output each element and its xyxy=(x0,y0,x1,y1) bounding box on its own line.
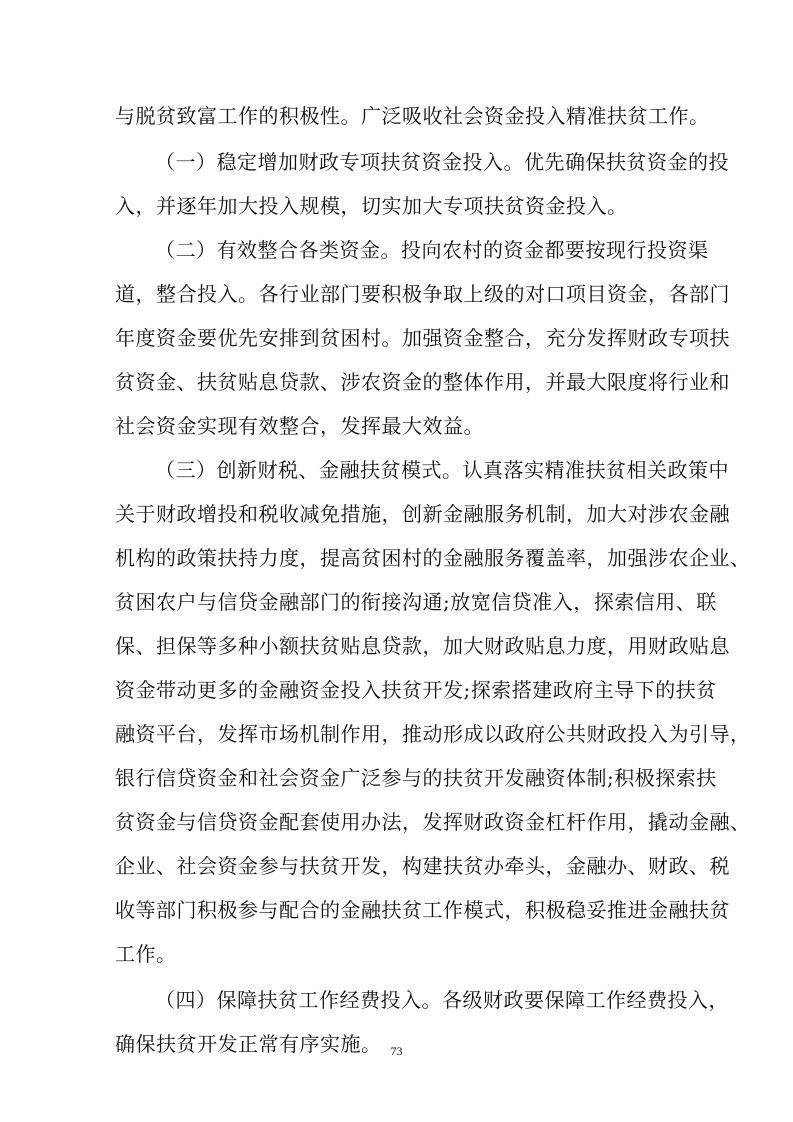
paragraph-1-line: （一）稳定增加财政专项扶贫资金投入。优先确保扶贫资金的投 xyxy=(155,150,729,174)
paragraph-3-line: （三）创新财税、金融扶贫模式。认真落实精准扶贫相关政策中 xyxy=(155,458,729,482)
text-line: 收等部门积极参与配合的金融扶贫工作模式，积极稳妥推进金融扶贫 xyxy=(115,898,730,922)
text-line: 银行信贷资金和社会资金广泛参与的扶贫开发融资体制;积极探索扶 xyxy=(115,766,717,790)
text-line: 与脱贫致富工作的积极性。广泛吸收社会资金投入精准扶贫工作。 xyxy=(115,104,710,128)
paragraph-2-line: （二）有效整合各类资金。投向农村的资金都要按现行投资渠 xyxy=(155,238,709,262)
text-line: 贫资金与信贷资金配套使用办法，发挥财政资金杠杆作用，撬动金融、 xyxy=(115,810,751,834)
text-line: 工作。 xyxy=(115,942,177,966)
text-line-final: 确保扶贫开发正常有序实施。 xyxy=(115,1032,382,1056)
text-line: 贫资金、扶贫贴息贷款、涉农资金的整体作用，并最大限度将行业和 xyxy=(115,370,730,394)
text-line: 贫困农户与信贷金融部门的衔接沟通;放宽信贷准入，探索信用、联 xyxy=(115,590,717,614)
text-line: 企业、社会资金参与扶贫开发，构建扶贫办牵头，金融办、财政、税 xyxy=(115,854,730,878)
text-line: 年度资金要优先安排到贫困村。加强资金整合，充分发挥财政专项扶 xyxy=(115,326,730,350)
text-line: 保、担保等多种小额扶贫贴息贷款，加大财政贴息力度，用财政贴息 xyxy=(115,634,730,658)
text-line: 社会资金实现有效整合，发挥最大效益。 xyxy=(115,414,484,438)
paragraph-4-line: （四）保障扶贫工作经费投入。各级财政要保障工作经费投入， xyxy=(155,988,729,1012)
text-line: 融资平台，发挥市场机制作用，推动形成以政府公共财政投入为引导， xyxy=(115,722,751,746)
page-number: 73 xyxy=(390,1044,403,1058)
text-line: 机构的政策扶持力度，提高贫困村的金融服务覆盖率，加强涉农企业、 xyxy=(115,546,751,570)
text-line: 关于财政增投和税收减免措施，创新金融服务机制，加大对涉农金融 xyxy=(115,502,730,526)
text-line: 道，整合投入。各行业部门要积极争取上级的对口项目资金，各部门 xyxy=(115,282,730,306)
text-line: 入，并逐年加大投入规模，切实加大专项扶贫资金投入。 xyxy=(115,194,628,218)
text-line: 资金带动更多的金融资金投入扶贫开发;探索搭建政府主导下的扶贫 xyxy=(115,678,717,702)
